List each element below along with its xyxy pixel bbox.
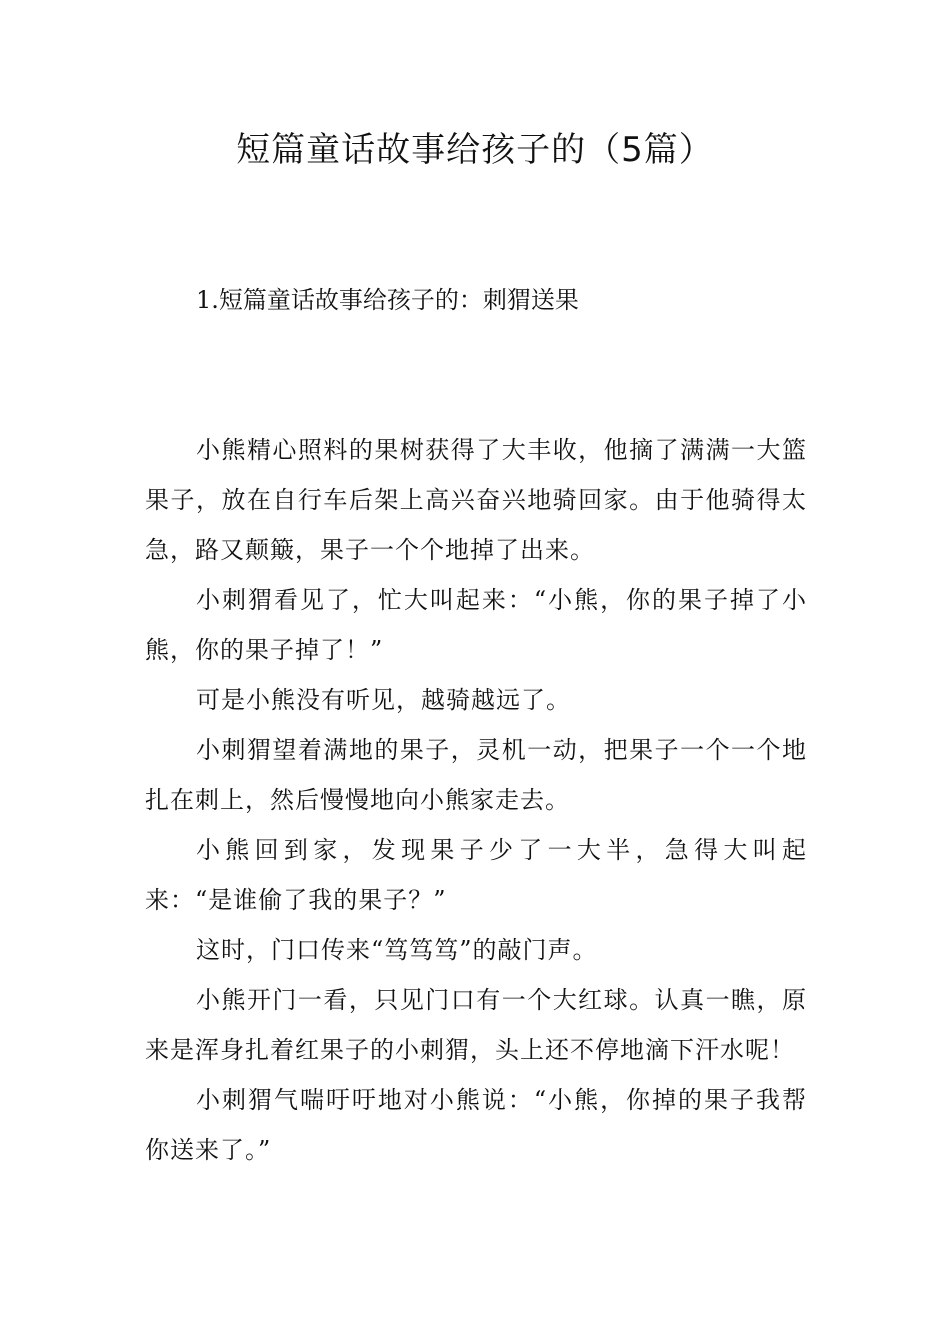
paragraph: 小熊回到家，发现果子少了一大半，急得大叫起来：“是谁偷了我的果子？” [145,836,807,914]
paragraph: 这时，门口传来“笃笃笃”的敲门声。 [196,936,598,964]
section-heading: 1.短篇童话故事给孩子的：刺猬送果 [196,286,579,314]
story-body [145,425,807,1175]
paragraph: 可是小熊没有听见，越骑越远了。 [196,686,571,714]
paragraph: 小刺猬望着满地的果子，灵机一动，把果子一个一个地扎在刺上，然后慢慢地向小熊家走去。 [145,736,807,814]
paragraph: 小熊开门一看，只见门口有一个大红球。认真一瞧，原来是浑身扎着红果子的小刺猬，头上还不停地滴下汗水呢！ [145,986,807,1064]
paragraph: 小熊精心照料的果树获得了大丰收，他摘了满满一大篮果子，放在自行车后架上高兴奋兴地骑回家。由于他骑得太急，路又颠簸，果子一个个地掉了出来。 [145,436,807,564]
paragraph: 小刺猬气喘吁吁地对小熊说：“小熊，你掉的果子我帮你送来了。” [145,1086,807,1164]
paragraph: 小刺猬看见了，忙大叫起来：“小熊，你的果子掉了小熊，你的果子掉了！” [145,586,807,664]
document-title: 短篇童话故事给孩子的（5篇） [236,130,714,170]
